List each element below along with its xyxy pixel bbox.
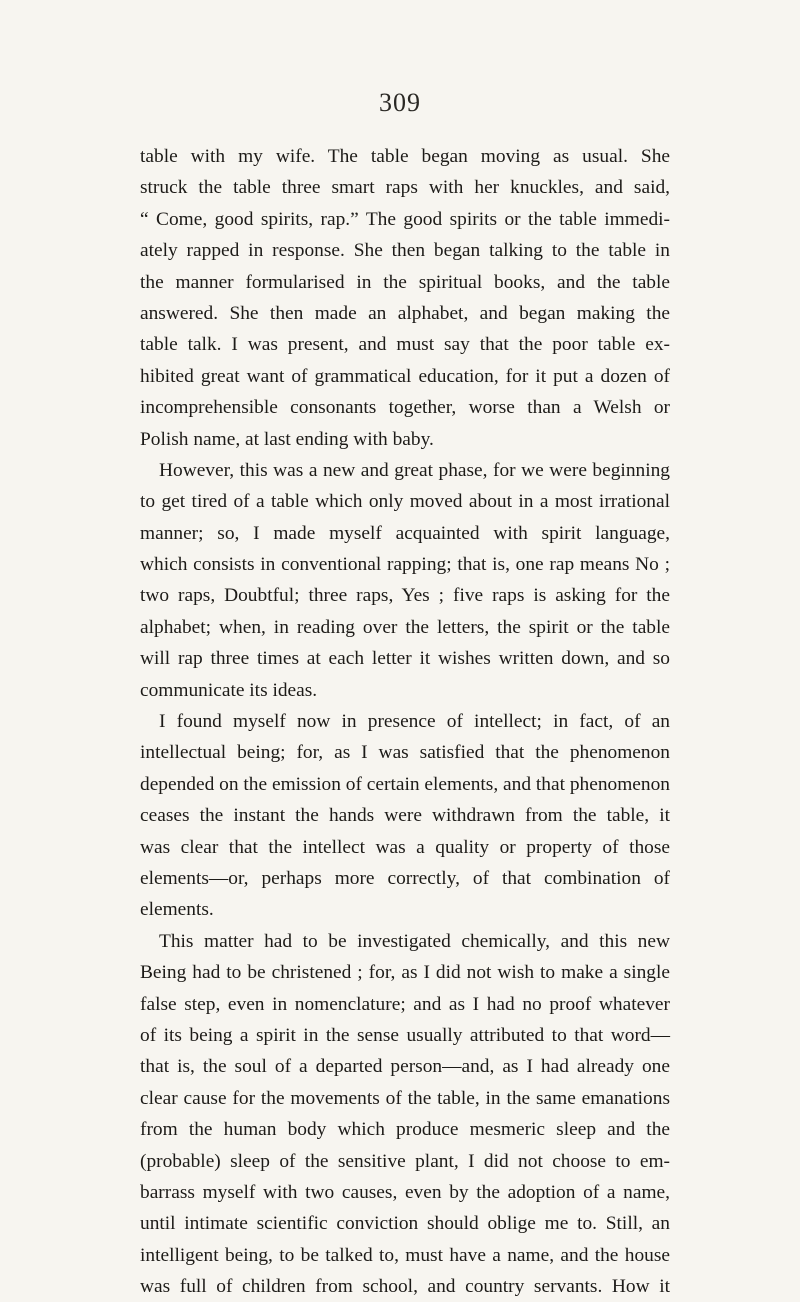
text-line: to get tired of a table which only moved about in a most irrational <box>140 491 670 513</box>
text-line: the manner formularised in the spiritual books, and the table <box>140 271 670 293</box>
text-line: will rap three times at each letter it wishes written down, and so <box>140 648 670 670</box>
text-line: false step, even in nomenclature; and as I had no proof whatever <box>140 993 670 1015</box>
text-line: clear cause for the movements of the table, in the same emanations <box>140 1087 670 1109</box>
text-line: from the human body which produce mesmeric sleep and the <box>140 1119 670 1141</box>
text-line: Polish name, at last ending with baby. <box>140 428 434 450</box>
text-line: ceases the instant the hands were withdrawn from the table, it <box>140 805 670 827</box>
text-line: was clear that the intellect was a quality or property of those <box>140 836 670 858</box>
text-line: However, this was a new and great phase, for we were beginning <box>159 459 670 481</box>
text-line: answered. She then made an alphabet, and began making the <box>140 302 670 324</box>
text-line: intelligent being, to be talked to, must have a name, and the house <box>140 1244 670 1266</box>
text-line: intellectual being; for, as I was satisfied that the phenomenon <box>140 742 670 764</box>
text-line: was full of children from school, and country servants. How it <box>140 1276 670 1298</box>
text-line: two raps, Doubtful; three raps, Yes ; five raps is asking for the <box>140 585 670 607</box>
text-line: Being had to be christened ; for, as I did not wish to make a single <box>140 962 670 984</box>
text-line: depended on the emission of certain elements, and that phenomenon <box>140 773 670 795</box>
text-line: table with my wife. The table began moving as usual. She <box>140 146 670 167</box>
page-number: 309 <box>379 88 421 117</box>
text-line: barrass myself with two causes, even by the adoption of a name, <box>140 1181 670 1203</box>
text-line: elements—or, perhaps more correctly, of that combination of <box>140 867 670 889</box>
text-line: until intimate scientific conviction should oblige me to. Still, an <box>140 1213 670 1235</box>
text-line: hibited great want of grammatical education, for it put a dozen of <box>140 365 670 387</box>
text-line: ately rapped in response. She then began talking to the table in <box>140 240 670 262</box>
text-line: elements. <box>140 899 214 921</box>
text-line: “ Come, good spirits, rap.” The good spirits or the table immedi- <box>140 208 670 230</box>
text-line: which consists in conventional rapping; that is, one rap means No ; <box>140 554 670 576</box>
text-line: I found myself now in presence of intellect; in fact, of an <box>159 711 670 733</box>
text-line: communicate its ideas. <box>140 679 318 701</box>
text-line: (probable) sleep of the sensitive plant, I did not choose to em- <box>140 1150 670 1172</box>
body-text <box>140 141 670 1302</box>
text-line: struck the table three smart raps with her knuckles, and said, <box>140 177 670 199</box>
text-line: incomprehensible consonants together, worse than a Welsh or <box>140 397 670 419</box>
text-line: manner; so, I made myself acquainted with spirit language, <box>140 522 670 544</box>
text-line: table talk. I was present, and must say that the poor table ex- <box>140 334 670 356</box>
text-line: of its being a spirit in the sense usually attributed to that word— <box>140 1024 670 1046</box>
text-line: This matter had to be investigated chemically, and this new <box>159 930 670 952</box>
text-line: that is, the soul of a departed person—and, as I had already one <box>140 1056 670 1078</box>
text-line: alphabet; when, in reading over the letters, the spirit or the table <box>140 616 670 638</box>
